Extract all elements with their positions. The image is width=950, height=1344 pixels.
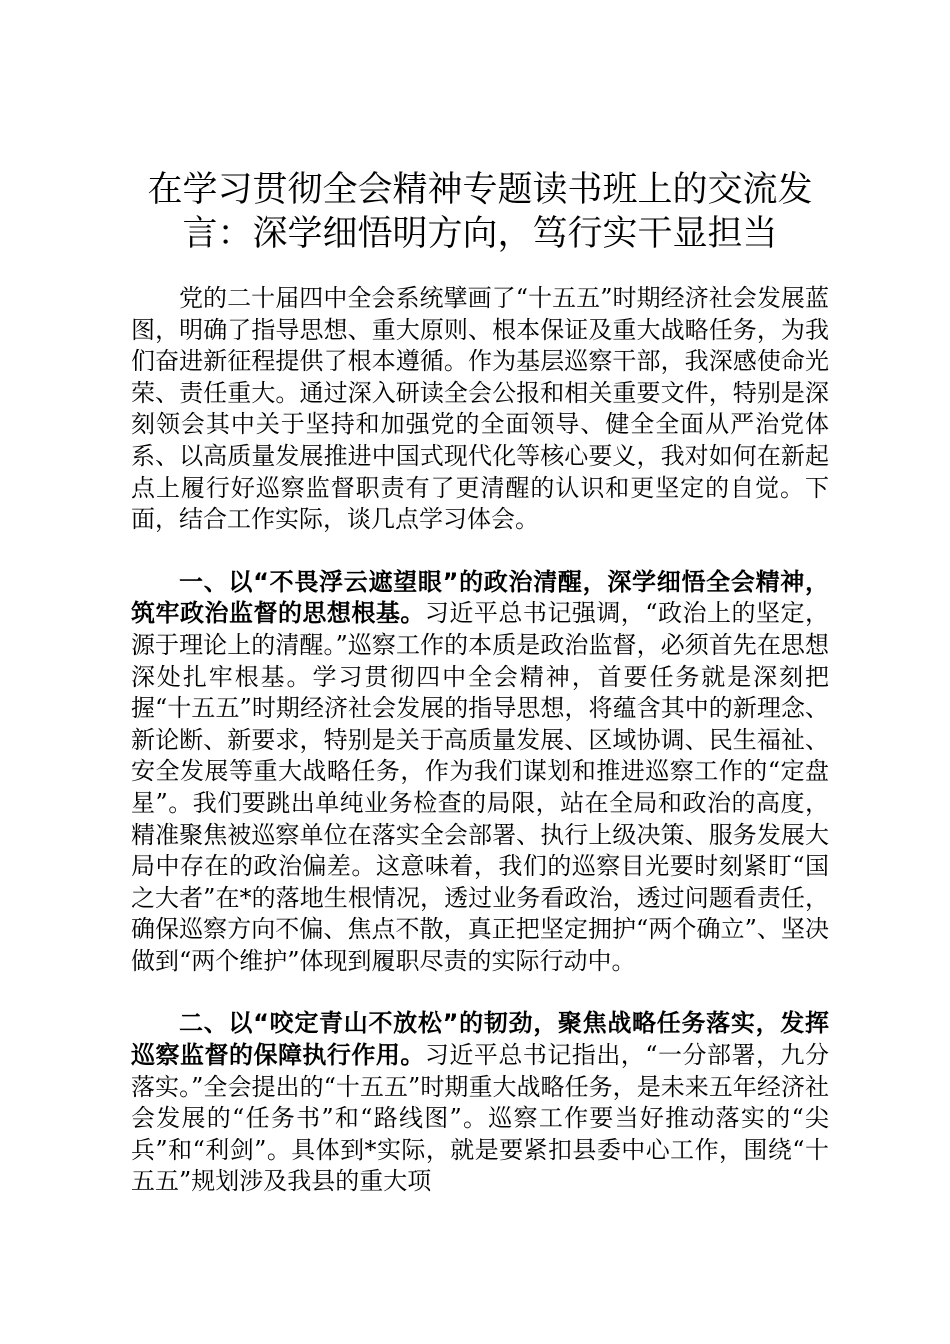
section-1-heading: 一、以“不畏浮云遮望眼”的政治清醒，深学细悟全会精神，筑牢政治监督的思想根基。 — [131, 567, 829, 628]
section-2-paragraph — [131, 1008, 829, 1198]
section-1-body: 习近平总书记强调，“政治上的坚定，源于理论上的清醒。”巡察工作的本质是政治监督，必须首先在思想深处扎牢根基。学习贯彻四中全会精神，首要任务就是深刻把握“十五五”时期经济社会发展的指导思想，将蕴含其中的新理念、新论断、新要求，特别是关于高质量发展、区域协调、民生福祉、安全发展等重大战略任务，作为我们谋划和推进巡察工作的“定盘星”。我们要跳出单纯业务检查的局限，站在全局和政治的高度，精准聚焦被巡察单位在落实全会部署、执行上级决策、服务发展大局中存在的政治偏差。这意味着，我们的巡察目光要时刻紧盯“国之大者”在*的落地生根情况，透过业务看政治，透过问题看责任，确保巡察方向不偏、焦点不散，真正把坚定拥护“两个确立”、坚决做到“两个维护”体现到履职尽责的实际行动中。 — [131, 599, 829, 975]
document-title — [131, 168, 829, 256]
section-1-paragraph — [131, 567, 829, 978]
document-page — [131, 168, 829, 1198]
title-line-2: 言：深学细悟明方向，笃行实干显担当 — [182, 214, 778, 254]
section-2-heading: 二、以“咬定青山不放松”的韧劲，聚焦战略任务落实，发挥巡察监督的保障执行作用。 — [131, 1009, 829, 1070]
title-line-1: 在学习贯彻全会精神专题读书班上的交流发 — [147, 170, 813, 210]
section-2-body: 习近平总书记指出，“一分部署，九分落实。”全会提出的“十五五”时期重大战略任务，是未来五年经济社会发展的“任务书”和“路线图”。巡察工作要当好推动落实的“尖兵”和“利剑”。具体到*实际，就是要紧扣县委中心工作，围绕“十五五”规划涉及我县的重大项 — [131, 1041, 829, 1196]
intro-paragraph: 党的二十届四中全会系统擘画了“十五五”时期经济社会发展蓝图，明确了指导思想、重大原则、根本保证及重大战略任务，为我们奋进新征程提供了根本遵循。作为基层巡察干部，我深感使命光荣、责任重大。通过深入研读全会公报和相关重要文件，特别是深刻领会其中关于坚持和加强党的全面领导、健全全面从严治党体系、以高质量发展推进中国式现代化等核心要义，我对如何在新起点上履行好巡察监督职责有了更清醒的认识和更坚定的自觉。下面，结合工作实际，谈几点学习体会。 — [131, 284, 829, 534]
